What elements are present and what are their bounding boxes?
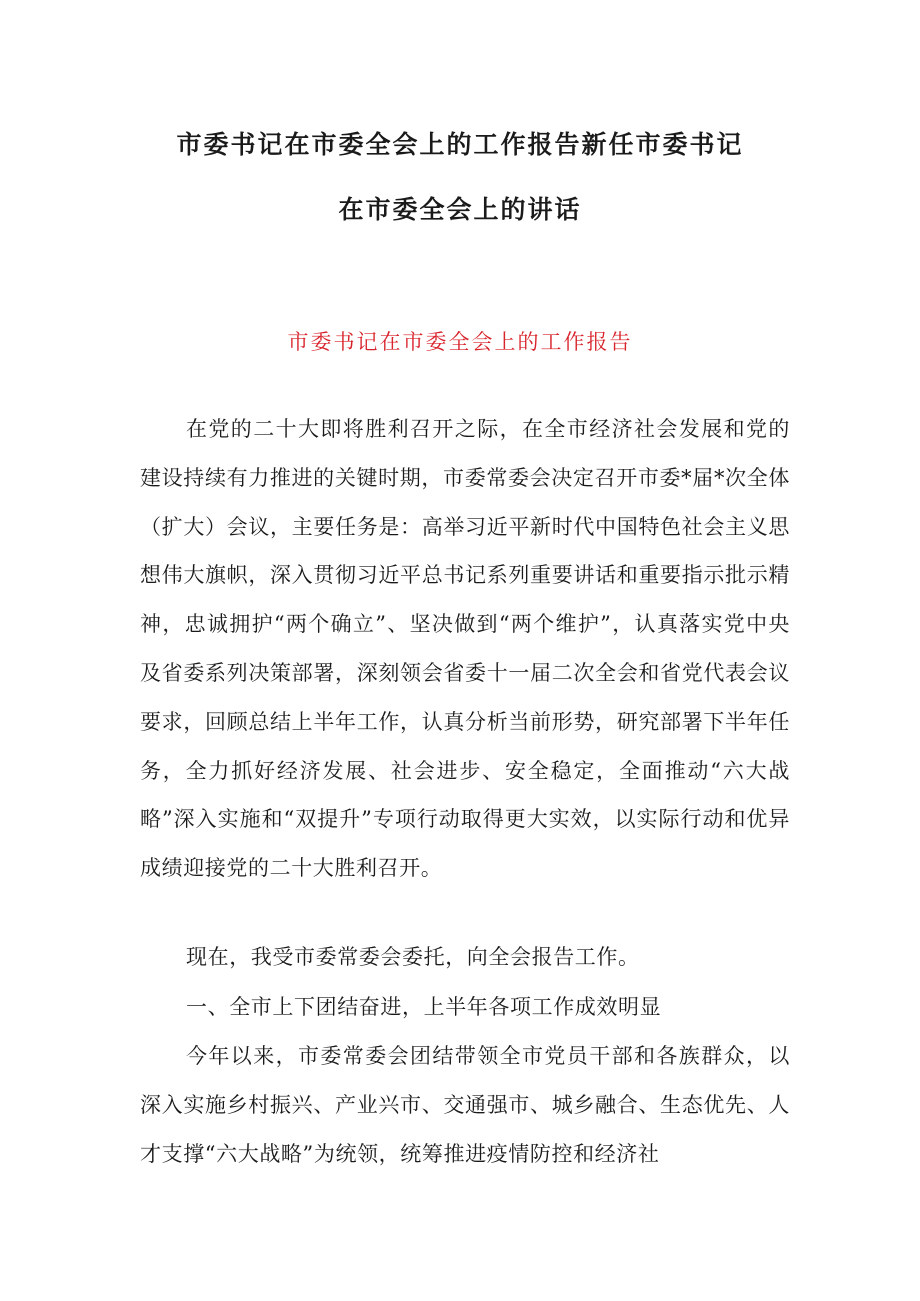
paragraph-intro [140, 405, 790, 893]
paragraph-text: 现在，我受市委常委会委托，向全会报告工作。 [186, 945, 640, 969]
document-title-line-1: 市委书记在市委全会上的工作报告新任市委书记 [176, 130, 744, 159]
document-title-line-2: 在市委全会上的讲话 [338, 195, 582, 224]
paragraph-report [140, 933, 790, 982]
section-subtitle: 市委书记在市委全会上的工作报告 [287, 330, 633, 354]
section-heading-1 [140, 983, 790, 1032]
paragraph-text: 在党的二十大即将胜利召开之际，在全市经济社会发展和党的建设持续有力推进的关键时期，市委常委会决定召开市委*届*次全体（扩大）会议，主要任务是：高举习近平新时代中国特色社会主义思想伟大旗帜，深入贯彻习近平总书记系列重要讲话和重要指示批示精神，忠诚拥护“两个确立”、坚决做到“两个维护”，认真落实党中央及省委系列决策部署，深刻领会省委十一届二次全会和省党代表会议要求，回顾总结上半年工作，认真分析当前形势，研究部署下半年任务，全力抓好经济发展、社会进步、安全稳定，全面推动“六大战略”深入实施和“双提升”专项行动取得更大实效，以实际行动和优异成绩迎接党的二十大胜利召开。 [140, 417, 790, 881]
paragraph-section-1 [140, 1032, 790, 1178]
paragraph-text: 今年以来，市委常委会团结带领全市党员干部和各族群众，以深入实施乡村振兴、产业兴市、交通强市、城乡融合、生态优先、人才支撑“六大战略”为统领，统筹推进疫情防控和经济社 [140, 1044, 790, 1166]
heading-text: 一、全市上下团结奋进，上半年各项工作成效明显 [186, 995, 662, 1019]
